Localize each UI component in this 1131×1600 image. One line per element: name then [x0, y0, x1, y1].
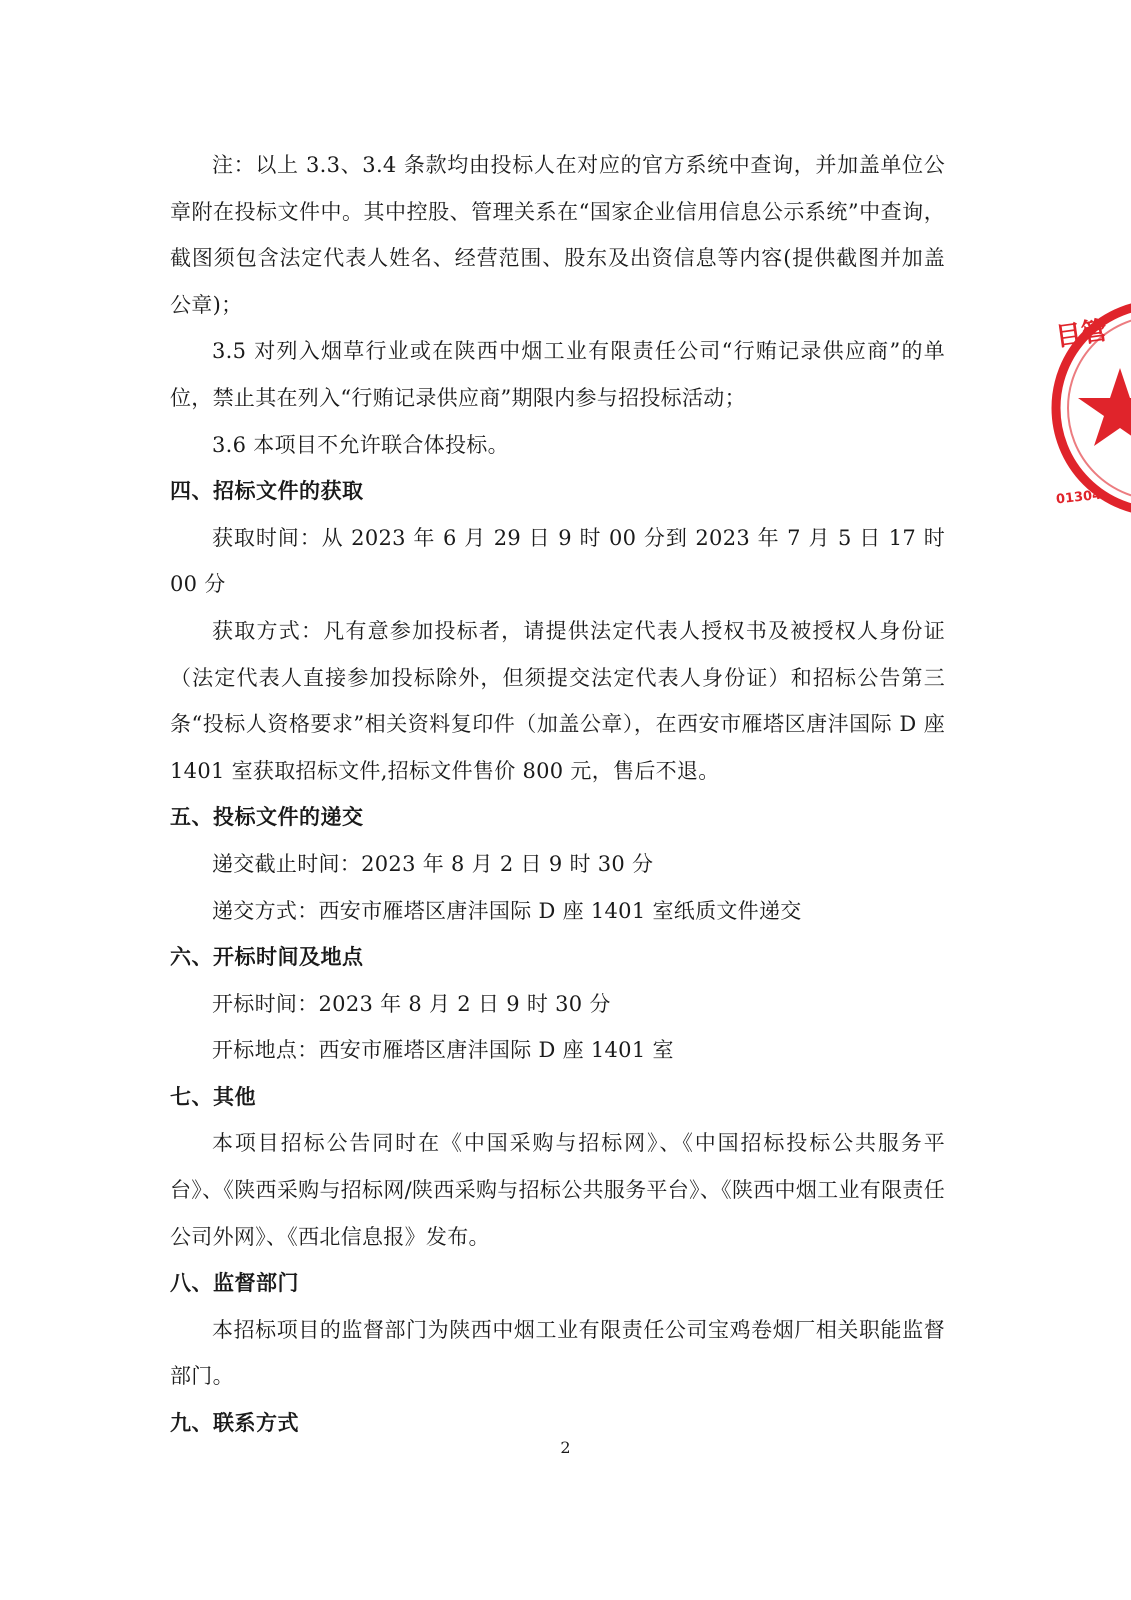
- submission-deadline-paragraph: 递交截止时间：2023 年 8 月 2 日 9 时 30 分: [212, 851, 654, 876]
- submission-method-paragraph: 递交方式：西安市雁塔区唐沣国际 D 座 1401 室纸质文件递交: [212, 898, 802, 923]
- section-heading-7: 七、其他: [170, 1084, 256, 1109]
- page-number: 2: [560, 1438, 571, 1457]
- seal-bottom-text: 01304: [1055, 487, 1102, 508]
- acquisition-method-paragraph: 获取方式：凡有意参加投标者，请提供法定代表人授权书及被授权人身份证（法定代表人直接参加投标除外，但须提交法定代表人身份证）和招标公告第三条“投标人资格要求”相关资料复印件（加盖公章），在西安市雁塔区唐沣国际 D 座 1401 室获取招标文件,招标文件售价 800 元，售后不退。: [170, 618, 945, 783]
- seal-top-text: 目管: [1053, 315, 1110, 353]
- section-heading-4: 四、招标文件的获取: [170, 479, 364, 504]
- note-paragraph: 注：以上 3.3、3.4 条款均由投标人在对应的官方系统中查询，并加盖单位公章附在投标文件中。其中控股、管理关系在“国家企业信用信息公示系统”中查询，截图须包含法定代表人姓名、经营范围、股东及出资信息等内容(提供截图并加盖公章)；: [170, 153, 945, 317]
- section-heading-9: 九、联系方式: [170, 1411, 299, 1436]
- seal-star-icon: [1078, 368, 1131, 446]
- clause-3-6-paragraph: 3.6 本项目不允许联合体投标。: [212, 432, 509, 457]
- opening-time-paragraph: 开标时间：2023 年 8 月 2 日 9 时 30 分: [212, 991, 611, 1016]
- section-heading-8: 八、监督部门: [170, 1271, 299, 1296]
- publication-paragraph: 本项目招标公告同时在《中国采购与招标网》、《中国招标投标公共服务平台》、《陕西采购与招标网/陕西采购与招标公共服务平台》、《陕西中烟工业有限责任公司外网》、《西北信息报》发布。: [170, 1131, 945, 1249]
- opening-location-paragraph: 开标地点：西安市雁塔区唐沣国际 D 座 1401 室: [212, 1038, 674, 1063]
- acquisition-time-paragraph: 获取时间：从 2023 年 6 月 29 日 9 时 00 分到 2023 年 7 月 5 日 17 时 00 分: [170, 525, 945, 597]
- clause-3-5-paragraph: 3.5 对列入烟草行业或在陕西中烟工业有限责任公司“行贿记录供应商”的单位，禁止其在列入“行贿记录供应商”期限内参与招投标活动；: [170, 339, 945, 410]
- document-body: [170, 142, 945, 1447]
- company-seal-stamp: [1050, 298, 1131, 518]
- section-heading-6: 六、开标时间及地点: [170, 945, 364, 970]
- supervision-paragraph: 本招标项目的监督部门为陕西中烟工业有限责任公司宝鸡卷烟厂相关职能监督部门。: [170, 1317, 945, 1389]
- section-heading-5: 五、投标文件的递交: [170, 805, 364, 830]
